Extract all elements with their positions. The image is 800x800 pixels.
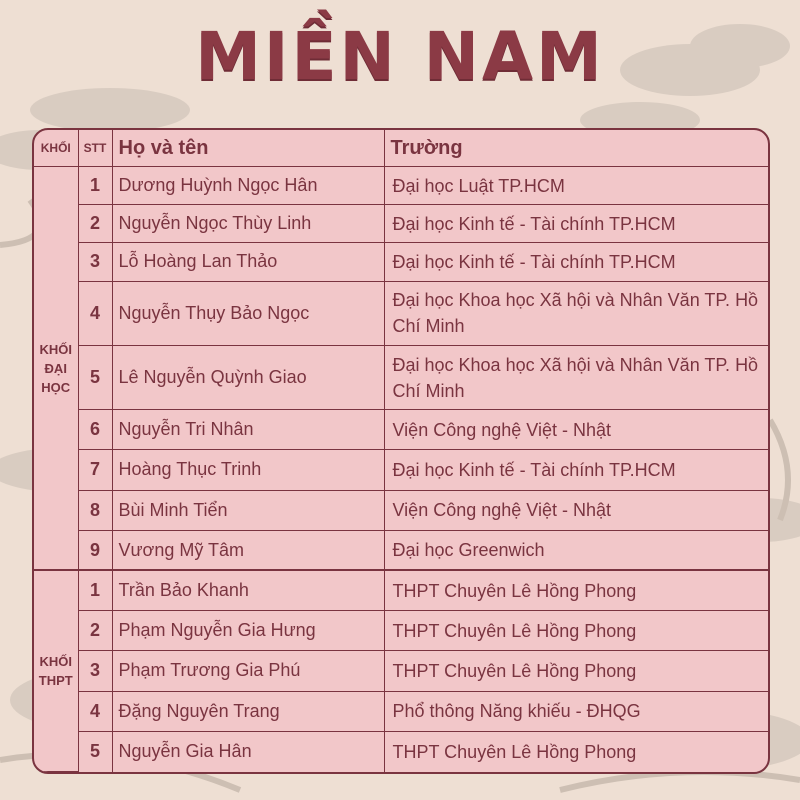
name-cell: Nguyễn Tri Nhân — [112, 410, 384, 450]
table-row — [34, 611, 768, 651]
school-cell: Đại học Kinh tế - Tài chính TP.HCM — [384, 205, 768, 243]
stt-cell: 5 — [78, 731, 112, 771]
group-label-line: KHỐI — [39, 341, 72, 357]
school-cell: Đại học Luật TP.HCM — [384, 167, 768, 205]
table-row — [34, 450, 768, 490]
table-row — [34, 490, 768, 530]
page-title: MIỀN NAM — [195, 18, 605, 95]
group-label-line: KHỐI — [39, 654, 72, 670]
name-cell: Lỗ Hoàng Lan Thảo — [112, 243, 384, 281]
stt-cell: 2 — [78, 611, 112, 651]
honor-table — [32, 128, 770, 774]
stt-cell: 1 — [78, 570, 112, 610]
header-stt: STT — [78, 130, 112, 167]
school-cell: Đại học Greenwich — [384, 530, 768, 570]
school-cell: Đại học Khoa học Xã hội và Nhân Văn TP. Hồ Chí Minh — [384, 345, 768, 409]
stt-cell: 6 — [78, 410, 112, 450]
table-row — [34, 570, 768, 610]
name-cell: Nguyễn Gia Hân — [112, 731, 384, 771]
table-row — [34, 530, 768, 570]
name-cell: Phạm Trương Gia Phú — [112, 651, 384, 691]
name-cell: Dương Huỳnh Ngọc Hân — [112, 167, 384, 205]
header-school: Trường — [384, 130, 768, 167]
name-cell: Đặng Nguyên Trang — [112, 691, 384, 731]
table-row — [34, 281, 768, 345]
name-cell: Bùi Minh Tiển — [112, 490, 384, 530]
table-row — [34, 651, 768, 691]
school-cell: Đại học Khoa học Xã hội và Nhân Văn TP. Hồ Chí Minh — [384, 281, 768, 345]
name-cell: Nguyễn Ngọc Thùy Linh — [112, 205, 384, 243]
table-row — [34, 243, 768, 281]
stt-cell: 4 — [78, 691, 112, 731]
school-cell: THPT Chuyên Lê Hồng Phong — [384, 651, 768, 691]
stt-cell: 7 — [78, 450, 112, 490]
stt-cell: 3 — [78, 243, 112, 281]
group-label-line: ĐẠI — [44, 360, 67, 376]
stt-cell: 4 — [78, 281, 112, 345]
school-cell: Đại học Kinh tế - Tài chính TP.HCM — [384, 450, 768, 490]
group-label-line: HỌC — [41, 379, 71, 395]
header-name: Họ và tên — [112, 130, 384, 167]
group-label — [34, 570, 78, 771]
name-cell: Hoàng Thục Trinh — [112, 450, 384, 490]
school-cell: Viện Công nghệ Việt - Nhật — [384, 410, 768, 450]
school-cell: Phổ thông Năng khiếu - ĐHQG — [384, 691, 768, 731]
name-cell: Nguyễn Thụy Bảo Ngọc — [112, 281, 384, 345]
stt-cell: 5 — [78, 345, 112, 409]
stt-cell: 9 — [78, 530, 112, 570]
school-cell: THPT Chuyên Lê Hồng Phong — [384, 611, 768, 651]
stt-cell: 8 — [78, 490, 112, 530]
table-row — [34, 205, 768, 243]
group-label — [34, 167, 78, 571]
school-cell: Viện Công nghệ Việt - Nhật — [384, 490, 768, 530]
header-khoi: KHỐI — [34, 130, 78, 167]
table-row — [34, 410, 768, 450]
table-header-row — [34, 130, 768, 167]
school-cell: THPT Chuyên Lê Hồng Phong — [384, 570, 768, 610]
table-row — [34, 691, 768, 731]
stt-cell: 3 — [78, 651, 112, 691]
name-cell: Trần Bảo Khanh — [112, 570, 384, 610]
name-cell: Vương Mỹ Tâm — [112, 530, 384, 570]
school-cell: Đại học Kinh tế - Tài chính TP.HCM — [384, 243, 768, 281]
table-row — [34, 167, 768, 205]
stt-cell: 2 — [78, 205, 112, 243]
group-label-line: THPT — [38, 673, 73, 689]
table-row — [34, 345, 768, 409]
school-cell: THPT Chuyên Lê Hồng Phong — [392, 741, 637, 762]
stt-cell: 1 — [78, 167, 112, 205]
name-cell: Lê Nguyễn Quỳnh Giao — [112, 345, 384, 409]
table-row — [34, 731, 768, 771]
name-cell: Phạm Nguyễn Gia Hưng — [112, 611, 384, 651]
